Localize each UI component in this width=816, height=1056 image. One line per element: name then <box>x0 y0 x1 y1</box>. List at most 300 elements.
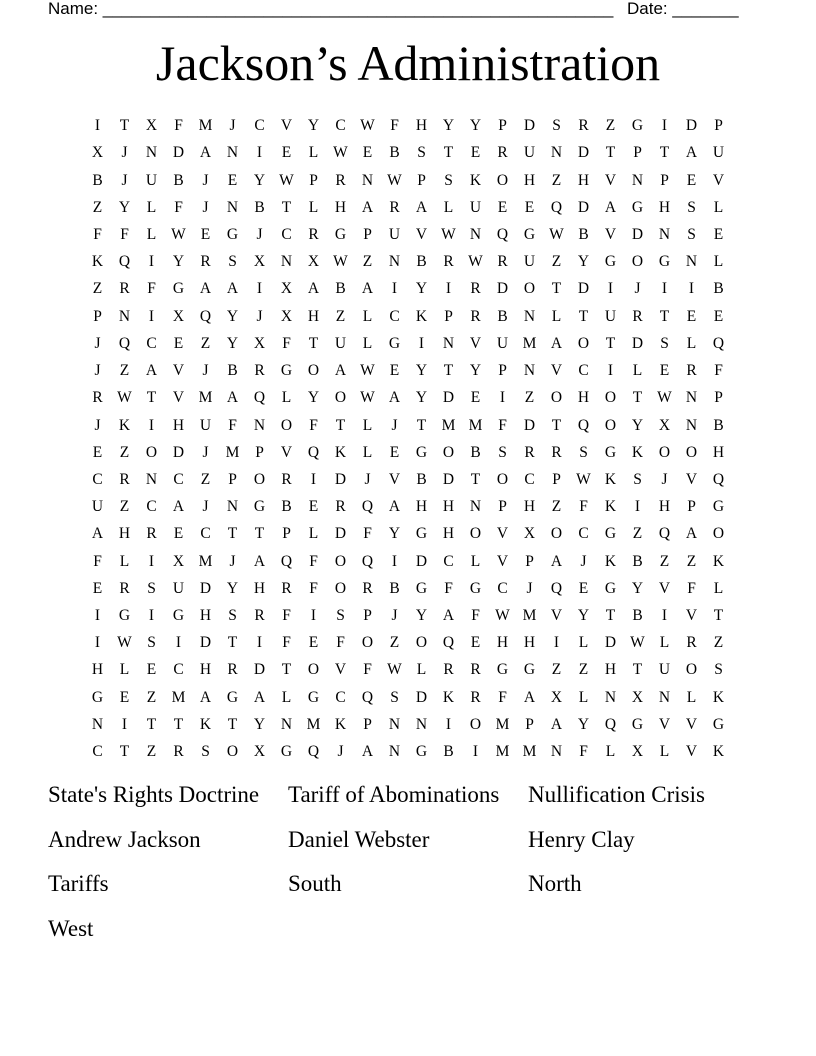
grid-letter: G <box>523 661 536 679</box>
grid-letter: M <box>441 416 456 434</box>
grid-letter: F <box>282 607 291 625</box>
grid-letter: Z <box>200 470 211 488</box>
grid-letter: P <box>525 552 534 570</box>
grid-letter: Q <box>712 334 725 352</box>
grid-letter: I <box>661 117 668 135</box>
grid-letter: E <box>659 362 670 380</box>
grid-letter: O <box>280 416 293 434</box>
grid-letter: O <box>523 280 536 298</box>
grid-row <box>84 221 732 248</box>
grid-letter: E <box>470 144 481 162</box>
grid-letter: O <box>604 416 617 434</box>
grid-letter: A <box>91 525 104 543</box>
grid-letter: G <box>658 253 671 271</box>
grid-letter: J <box>202 498 209 516</box>
grid-letter: P <box>417 171 426 189</box>
grid-letter: L <box>443 198 454 216</box>
grid-letter: N <box>469 498 482 516</box>
grid-letter: H <box>199 607 212 625</box>
grid-letter: H <box>442 525 455 543</box>
grid-letter: O <box>685 443 698 461</box>
grid-letter: U <box>604 307 617 325</box>
grid-letter: Z <box>551 661 562 679</box>
grid-letter: N <box>415 715 428 733</box>
grid-letter: H <box>577 171 590 189</box>
date-field-label: Date: _______ <box>627 0 739 18</box>
grid-letter: B <box>497 307 508 325</box>
grid-letter: F <box>714 362 723 380</box>
grid-letter: B <box>389 579 400 597</box>
grid-letter: T <box>605 334 616 352</box>
grid-letter: S <box>147 579 156 597</box>
grid-letter: O <box>307 362 320 380</box>
grid-letter: H <box>172 416 185 434</box>
grid-letter: O <box>415 634 428 652</box>
grid-letter: H <box>199 661 212 679</box>
grid-letter: T <box>551 280 562 298</box>
grid-letter: Z <box>605 117 616 135</box>
grid-letter: E <box>389 443 400 461</box>
grid-letter: X <box>550 688 563 706</box>
grid-letter: L <box>713 198 724 216</box>
grid-letter: C <box>173 661 184 679</box>
grid-letter: G <box>415 743 428 761</box>
grid-letter: F <box>498 416 507 434</box>
grid-letter: Q <box>253 389 266 407</box>
grid-letter: G <box>604 253 617 271</box>
grid-letter: U <box>658 661 671 679</box>
grid-letter: P <box>525 715 534 733</box>
grid-letter: H <box>523 171 536 189</box>
grid-letter: V <box>415 225 428 243</box>
grid-letter: C <box>335 117 346 135</box>
grid-letter: R <box>524 443 535 461</box>
grid-letter: P <box>552 470 561 488</box>
word-list-item: Henry Clay <box>528 826 635 852</box>
grid-letter: F <box>336 634 345 652</box>
grid-letter: E <box>119 688 130 706</box>
grid-letter: K <box>604 498 617 516</box>
grid-letter: I <box>256 280 263 298</box>
grid-letter: X <box>523 525 536 543</box>
grid-letter: E <box>308 498 319 516</box>
grid-letter: Y <box>577 253 590 271</box>
grid-letter: Z <box>362 253 373 271</box>
grid-letter: U <box>199 416 212 434</box>
grid-letter: C <box>281 225 292 243</box>
grid-letter: F <box>120 225 129 243</box>
grid-letter: B <box>92 171 103 189</box>
grid-letter: I <box>553 634 560 652</box>
grid-letter: Z <box>632 525 643 543</box>
grid-letter: Z <box>551 253 562 271</box>
grid-letter: G <box>118 607 131 625</box>
grid-letter: N <box>253 416 266 434</box>
grid-letter: S <box>228 253 237 271</box>
grid-letter: L <box>362 416 373 434</box>
grid-letter: F <box>93 552 102 570</box>
grid-letter: A <box>199 280 212 298</box>
grid-letter: R <box>119 470 130 488</box>
grid-letter: X <box>253 334 266 352</box>
grid-letter: G <box>280 362 293 380</box>
grid-letter: G <box>280 743 293 761</box>
grid-letter: Y <box>253 715 266 733</box>
grid-letter: J <box>391 607 398 625</box>
grid-letter: Y <box>226 334 239 352</box>
grid-letter: O <box>334 552 347 570</box>
grid-letter: Z <box>551 171 562 189</box>
grid-letter: Z <box>146 743 157 761</box>
grid-letter: C <box>578 525 589 543</box>
grid-letter: T <box>281 198 292 216</box>
grid-letter: O <box>361 634 374 652</box>
grid-letter: I <box>121 715 128 733</box>
grid-letter: L <box>713 253 724 271</box>
grid-letter: H <box>523 634 536 652</box>
grid-letter: F <box>498 688 507 706</box>
grid-letter: M <box>225 443 240 461</box>
grid-letter: D <box>577 144 590 162</box>
grid-letter: Y <box>172 253 185 271</box>
word-list-item: Daniel Webster <box>288 826 430 852</box>
grid-letter: R <box>335 498 346 516</box>
grid-letter: H <box>253 579 266 597</box>
grid-letter: L <box>119 661 130 679</box>
grid-letter: Z <box>119 498 130 516</box>
grid-letter: X <box>91 144 104 162</box>
grid-letter: J <box>364 470 371 488</box>
grid-letter: W <box>387 661 402 679</box>
grid-letter: I <box>148 416 155 434</box>
grid-letter: G <box>631 198 644 216</box>
grid-letter: D <box>172 144 185 162</box>
grid-letter: S <box>390 688 399 706</box>
grid-letter: N <box>685 416 698 434</box>
grid-letter: U <box>523 144 536 162</box>
grid-letter: A <box>685 525 698 543</box>
grid-letter: X <box>631 688 644 706</box>
grid-letter: Y <box>469 362 482 380</box>
grid-letter: T <box>227 525 238 543</box>
grid-letter: W <box>333 253 348 271</box>
grid-letter: F <box>93 225 102 243</box>
grid-letter: C <box>92 470 103 488</box>
grid-row <box>84 139 732 166</box>
grid-letter: J <box>202 171 209 189</box>
grid-letter: O <box>685 661 698 679</box>
grid-letter: L <box>659 634 670 652</box>
grid-letter: T <box>443 144 454 162</box>
grid-letter: L <box>632 362 643 380</box>
grid-letter: Q <box>550 198 563 216</box>
grid-letter: H <box>712 443 725 461</box>
grid-row <box>84 602 732 629</box>
grid-letter: S <box>579 443 588 461</box>
grid-row <box>84 738 732 765</box>
grid-letter: J <box>202 362 209 380</box>
grid-letter: D <box>577 198 590 216</box>
grid-letter: I <box>310 607 317 625</box>
grid-letter: F <box>444 579 453 597</box>
grid-row <box>84 493 732 520</box>
grid-letter: D <box>631 334 644 352</box>
grid-letter: J <box>229 552 236 570</box>
grid-letter: I <box>661 607 668 625</box>
grid-letter: M <box>198 117 213 135</box>
grid-letter: T <box>119 743 130 761</box>
grid-letter: T <box>308 334 319 352</box>
grid-letter: G <box>523 225 536 243</box>
grid-letter: R <box>443 253 454 271</box>
grid-letter: S <box>444 171 453 189</box>
grid-letter: I <box>472 743 479 761</box>
grid-letter: H <box>604 661 617 679</box>
grid-letter: U <box>145 171 158 189</box>
grid-letter: S <box>417 144 426 162</box>
grid-letter: W <box>360 117 375 135</box>
grid-letter: I <box>310 470 317 488</box>
grid-letter: L <box>713 579 724 597</box>
grid-row <box>84 112 732 139</box>
grid-letter: S <box>660 334 669 352</box>
grid-letter: L <box>362 443 373 461</box>
grid-letter: Y <box>469 117 482 135</box>
grid-letter: R <box>470 688 481 706</box>
grid-letter: G <box>712 715 725 733</box>
grid-letter: F <box>147 280 156 298</box>
grid-letter: S <box>201 743 210 761</box>
grid-letter: J <box>526 579 533 597</box>
grid-letter: R <box>281 579 292 597</box>
grid-letter: T <box>254 525 265 543</box>
grid-letter: G <box>226 688 239 706</box>
grid-letter: P <box>498 117 507 135</box>
grid-letter: F <box>687 579 696 597</box>
grid-letter: V <box>388 470 401 488</box>
grid-letter: A <box>442 607 455 625</box>
grid-letter: F <box>174 117 183 135</box>
grid-row <box>84 303 732 330</box>
grid-letter: Q <box>361 552 374 570</box>
grid-letter: X <box>280 307 293 325</box>
grid-letter: V <box>496 525 509 543</box>
grid-letter: L <box>146 225 157 243</box>
grid-letter: L <box>659 743 670 761</box>
grid-letter: J <box>661 470 668 488</box>
grid-row <box>84 466 732 493</box>
grid-letter: E <box>173 334 184 352</box>
grid-letter: X <box>631 743 644 761</box>
grid-letter: U <box>388 225 401 243</box>
grid-letter: D <box>577 280 590 298</box>
grid-letter: R <box>335 171 346 189</box>
grid-letter: D <box>442 470 455 488</box>
grid-letter: A <box>253 552 266 570</box>
grid-letter: A <box>388 389 401 407</box>
grid-letter: K <box>469 171 482 189</box>
grid-letter: Y <box>415 362 428 380</box>
grid-letter: Y <box>415 389 428 407</box>
grid-letter: N <box>388 743 401 761</box>
grid-row <box>84 330 732 357</box>
grid-letter: D <box>496 280 509 298</box>
grid-letter: Y <box>307 389 320 407</box>
grid-letter: Z <box>119 443 130 461</box>
grid-letter: E <box>281 144 292 162</box>
grid-letter: F <box>309 579 318 597</box>
grid-letter: C <box>443 552 454 570</box>
grid-letter: A <box>550 715 563 733</box>
grid-letter: R <box>281 470 292 488</box>
grid-letter: D <box>334 470 347 488</box>
grid-letter: O <box>253 470 266 488</box>
grid-row <box>84 384 732 411</box>
grid-letter: Y <box>118 198 131 216</box>
grid-letter: P <box>255 443 264 461</box>
grid-letter: R <box>632 307 643 325</box>
grid-letter: V <box>658 715 671 733</box>
grid-letter: I <box>148 307 155 325</box>
grid-letter: K <box>604 552 617 570</box>
grid-letter: R <box>470 280 481 298</box>
grid-letter: A <box>226 389 239 407</box>
word-list-item: South <box>288 871 342 897</box>
grid-letter: C <box>335 688 346 706</box>
grid-row <box>84 248 732 275</box>
grid-letter: C <box>92 743 103 761</box>
grid-letter: G <box>415 443 428 461</box>
grid-letter: T <box>281 661 292 679</box>
grid-letter: S <box>687 225 696 243</box>
word-list-item: North <box>528 871 582 897</box>
grid-letter: E <box>713 307 724 325</box>
grid-letter: J <box>121 144 128 162</box>
grid-letter: C <box>173 470 184 488</box>
grid-letter: P <box>309 171 318 189</box>
grid-letter: I <box>634 498 641 516</box>
grid-letter: P <box>660 171 669 189</box>
grid-letter: G <box>604 443 617 461</box>
grid-letter: G <box>172 280 185 298</box>
grid-letter: O <box>469 525 482 543</box>
grid-letter: U <box>712 144 725 162</box>
grid-letter: R <box>119 280 130 298</box>
grid-letter: Q <box>199 307 212 325</box>
grid-letter: Q <box>577 416 590 434</box>
grid-letter: R <box>146 525 157 543</box>
grid-letter: Z <box>389 634 400 652</box>
grid-letter: B <box>470 443 481 461</box>
grid-letter: L <box>146 198 157 216</box>
grid-letter: K <box>415 307 428 325</box>
grid-letter: T <box>470 470 481 488</box>
grid-letter: J <box>94 416 101 434</box>
grid-letter: E <box>200 225 211 243</box>
grid-letter: E <box>227 171 238 189</box>
grid-letter: Y <box>631 579 644 597</box>
grid-letter: D <box>442 389 455 407</box>
grid-letter: L <box>551 307 562 325</box>
grid-letter: N <box>442 334 455 352</box>
grid-letter: O <box>442 443 455 461</box>
grid-letter: I <box>94 117 101 135</box>
grid-letter: U <box>469 198 482 216</box>
grid-letter: N <box>388 253 401 271</box>
grid-letter: J <box>256 307 263 325</box>
grid-letter: R <box>551 443 562 461</box>
grid-letter: C <box>389 307 400 325</box>
grid-row <box>84 194 732 221</box>
grid-letter: J <box>94 334 101 352</box>
grid-letter: V <box>469 334 482 352</box>
grid-letter: L <box>686 688 697 706</box>
grid-letter: A <box>415 198 428 216</box>
grid-letter: R <box>119 579 130 597</box>
grid-letter: B <box>632 607 643 625</box>
grid-letter: P <box>498 362 507 380</box>
grid-letter: I <box>148 253 155 271</box>
grid-letter: P <box>714 117 723 135</box>
grid-letter: K <box>631 443 644 461</box>
grid-letter: V <box>712 171 725 189</box>
grid-letter: I <box>256 144 263 162</box>
grid-letter: I <box>391 280 398 298</box>
grid-letter: F <box>282 334 291 352</box>
grid-letter: K <box>604 470 617 488</box>
grid-letter: N <box>91 715 104 733</box>
grid-letter: N <box>145 470 158 488</box>
grid-row <box>84 166 732 193</box>
grid-letter: H <box>496 634 509 652</box>
grid-letter: P <box>444 307 453 325</box>
grid-letter: R <box>308 225 319 243</box>
grid-letter: Z <box>713 634 724 652</box>
grid-letter: H <box>334 198 347 216</box>
grid-letter: X <box>253 743 266 761</box>
grid-letter: G <box>307 688 320 706</box>
grid-letter: E <box>146 661 157 679</box>
grid-letter: M <box>522 607 537 625</box>
grid-letter: T <box>146 389 157 407</box>
grid-letter: I <box>148 552 155 570</box>
grid-letter: C <box>146 498 157 516</box>
grid-letter: D <box>415 688 428 706</box>
grid-letter: V <box>280 443 293 461</box>
grid-letter: F <box>363 525 372 543</box>
grid-letter: C <box>146 334 157 352</box>
grid-letter: S <box>147 634 156 652</box>
grid-letter: D <box>199 579 212 597</box>
grid-letter: D <box>631 225 644 243</box>
grid-letter: W <box>333 144 348 162</box>
grid-letter: I <box>148 607 155 625</box>
grid-letter: I <box>94 634 101 652</box>
grid-row <box>84 439 732 466</box>
grid-letter: W <box>630 634 645 652</box>
grid-letter: J <box>634 280 641 298</box>
grid-letter: F <box>282 634 291 652</box>
grid-letter: O <box>577 334 590 352</box>
grid-letter: A <box>550 334 563 352</box>
grid-letter: F <box>579 498 588 516</box>
grid-letter: L <box>686 334 697 352</box>
grid-letter: P <box>363 607 372 625</box>
grid-letter: F <box>228 416 237 434</box>
grid-row <box>84 411 732 438</box>
grid-letter: W <box>360 389 375 407</box>
grid-letter: T <box>227 715 238 733</box>
